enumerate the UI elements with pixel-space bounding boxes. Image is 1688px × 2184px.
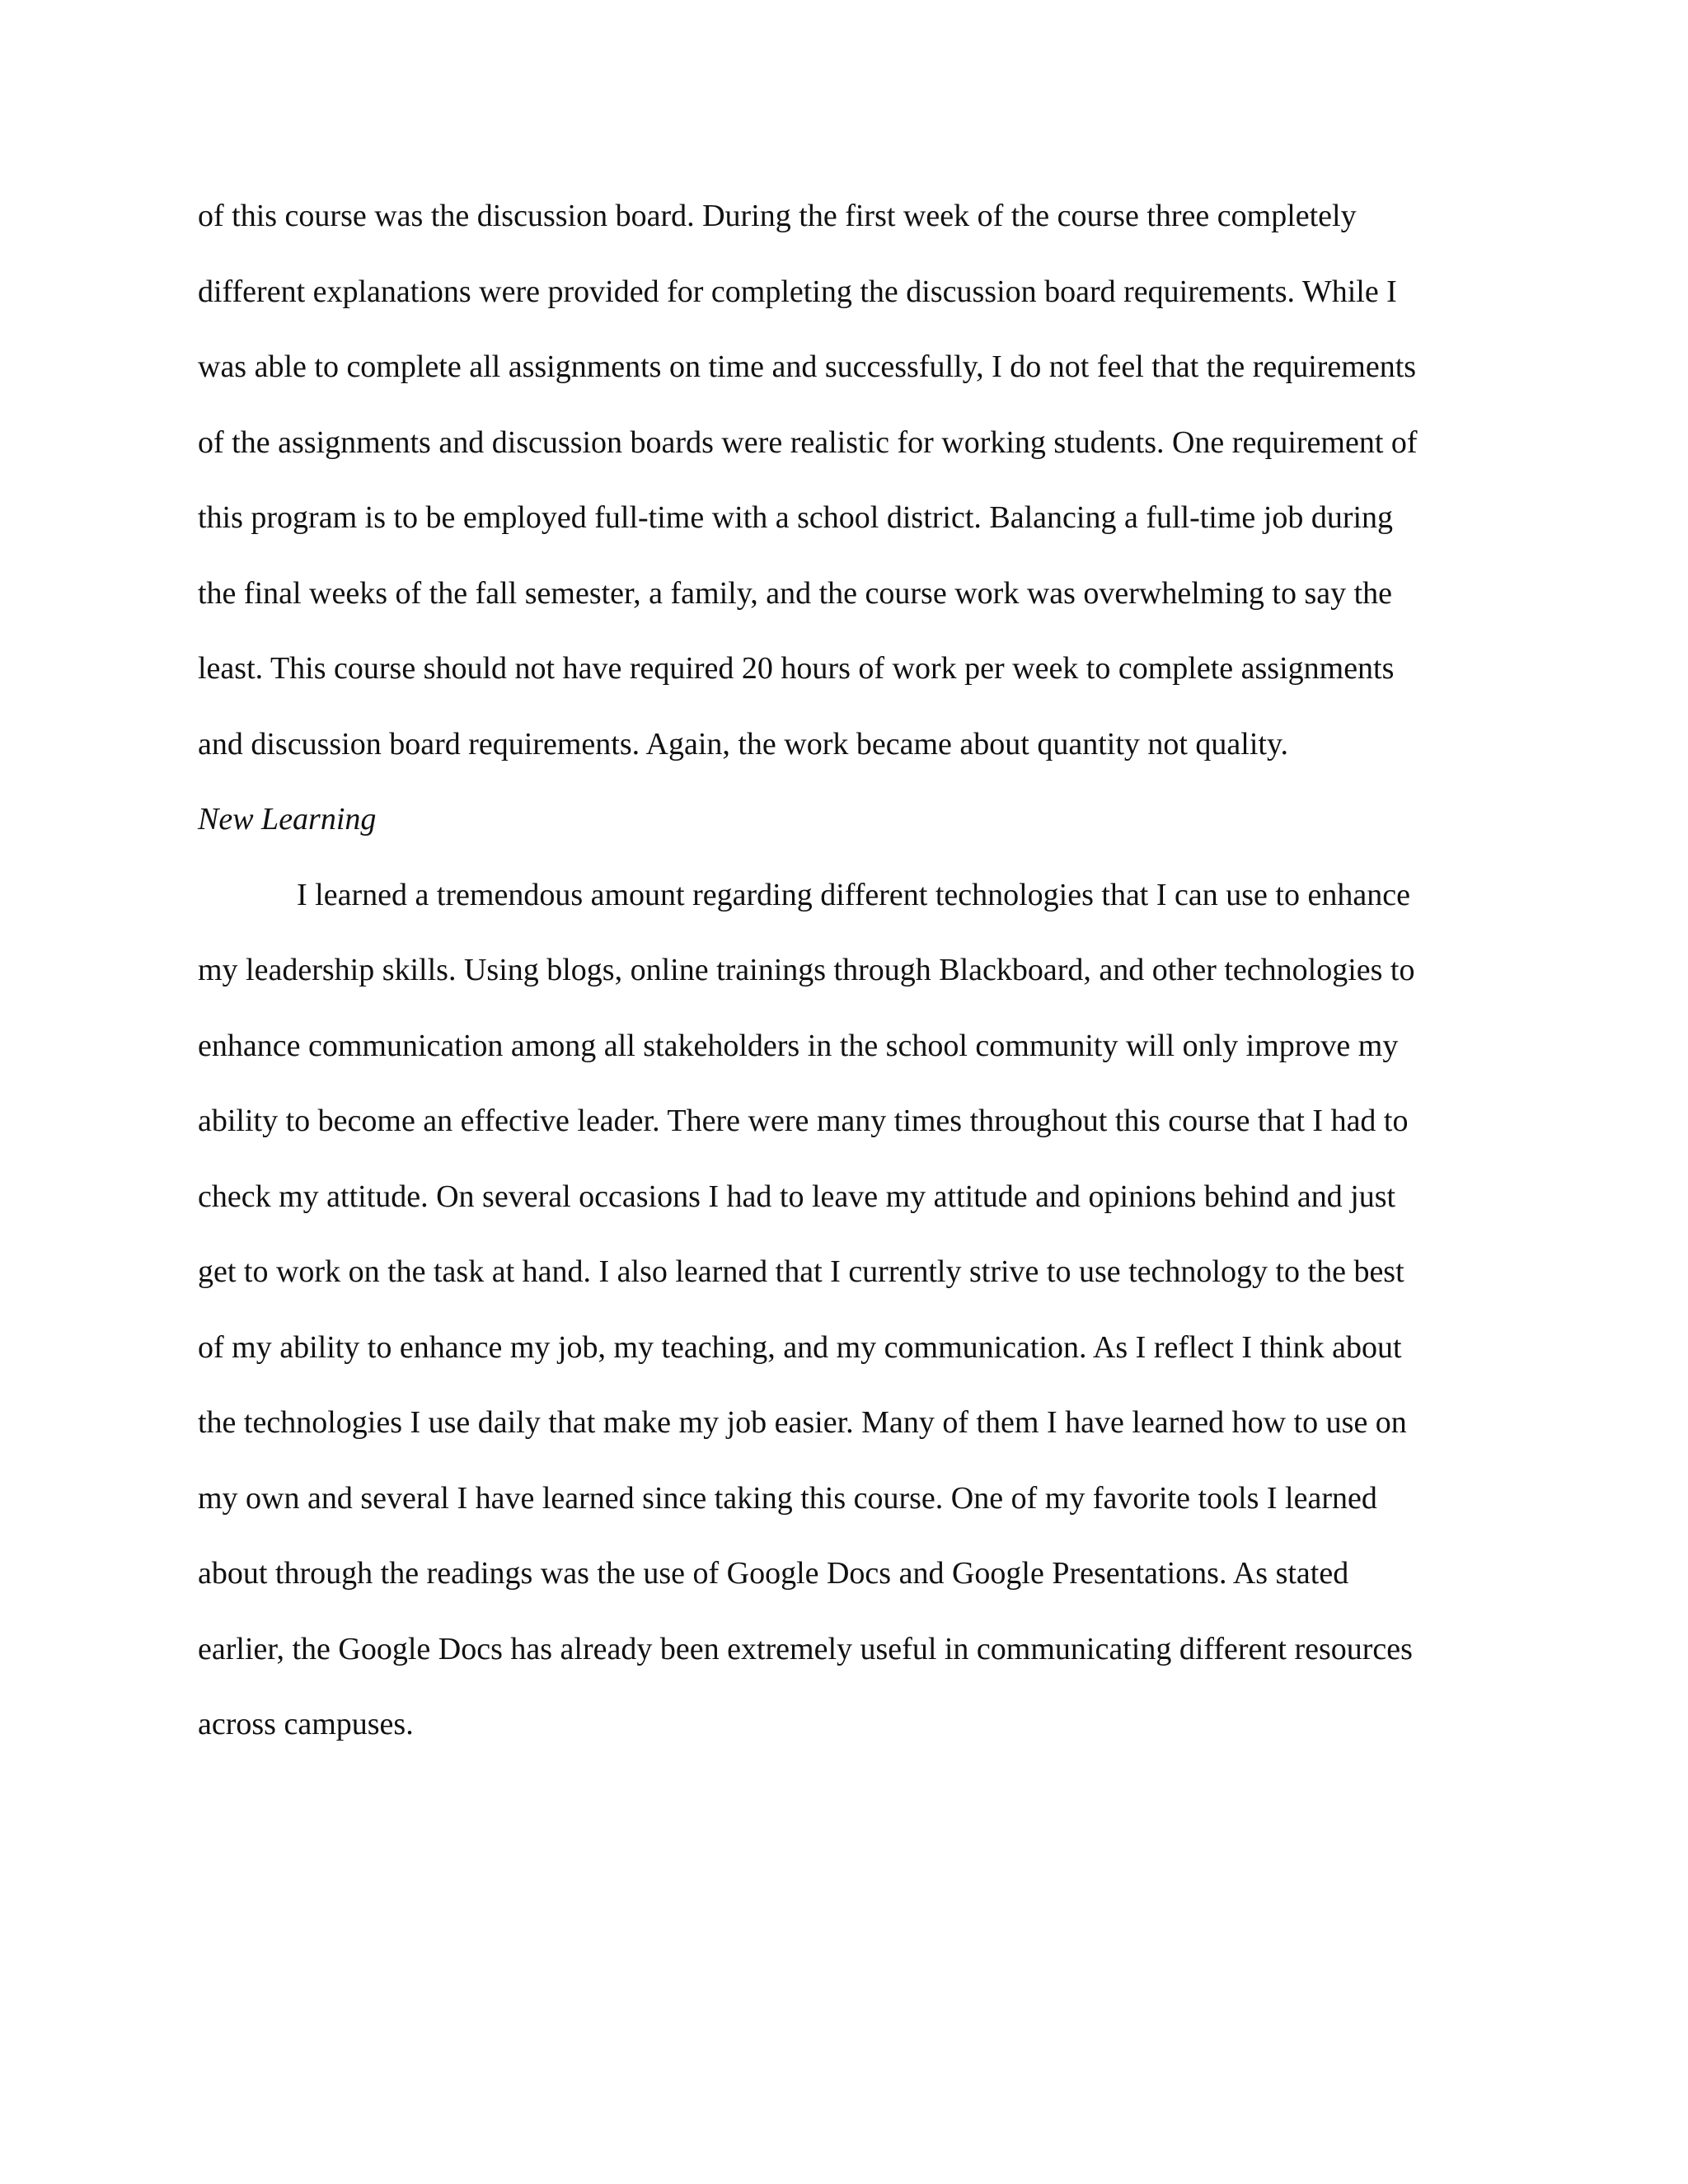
- text-line: about through the readings was the use of Google Docs and Google Presentations. As stated: [198, 1556, 1349, 1591]
- text-line: the final weeks of the fall semester, a family, and the course work was overwhelming to say the: [198, 575, 1393, 611]
- text-line: ability to become an effective leader. There were many times throughout this course that I had to: [198, 1104, 1409, 1138]
- text-line: earlier, the Google Docs has already been extremely useful in communicating different resources: [198, 1631, 1413, 1666]
- document-body: [198, 191, 1500, 1775]
- text-line: my own and several I have learned since taking this course. One of my favorite tools I learned: [198, 1480, 1377, 1516]
- text-line: the technologies I use daily that make my job easier. Many of them I have learned how to use on: [198, 1405, 1407, 1440]
- paragraph-course-reflection: [198, 191, 1500, 794]
- paragraph-new-learning: [198, 870, 1500, 1775]
- section-heading: New Learning: [198, 802, 377, 837]
- text-line: of this course was the discussion board. During the first week of the course three completely: [198, 199, 1357, 233]
- text-line: was able to complete all assignments on time and successfully, I do not feel that the requirements: [198, 349, 1417, 384]
- text-line: this program is to be employed full-time with a school district. Balancing a full-time job during: [198, 500, 1394, 535]
- text-line: different explanations were provided for completing the discussion board requirements. While I: [198, 274, 1397, 309]
- text-line: least. This course should not have required 20 hours of work per week to complete assignments: [198, 651, 1395, 686]
- text-line: I learned a tremendous amount regarding different technologies that I can use to enhance: [297, 877, 1410, 912]
- text-line: and discussion board requirements. Again, the work became about quantity not quality.: [198, 726, 1289, 762]
- text-line: of the assignments and discussion boards were realistic for working students. One requirement of: [198, 424, 1418, 460]
- text-line: get to work on the task at hand. I also learned that I currently strive to use technology to the best: [198, 1254, 1404, 1289]
- text-line: of my ability to enhance my job, my teaching, and my communication. As I reflect I think about: [198, 1329, 1402, 1365]
- text-line: enhance communication among all stakeholders in the school community will only improve my: [198, 1028, 1399, 1063]
- text-line: across campuses.: [198, 1707, 414, 1741]
- text-line: my leadership skills. Using blogs, online trainings through Blackboard, and other technologies to: [198, 953, 1415, 987]
- text-line: check my attitude. On several occasions I had to leave my attitude and opinions behind and just: [198, 1179, 1396, 1214]
